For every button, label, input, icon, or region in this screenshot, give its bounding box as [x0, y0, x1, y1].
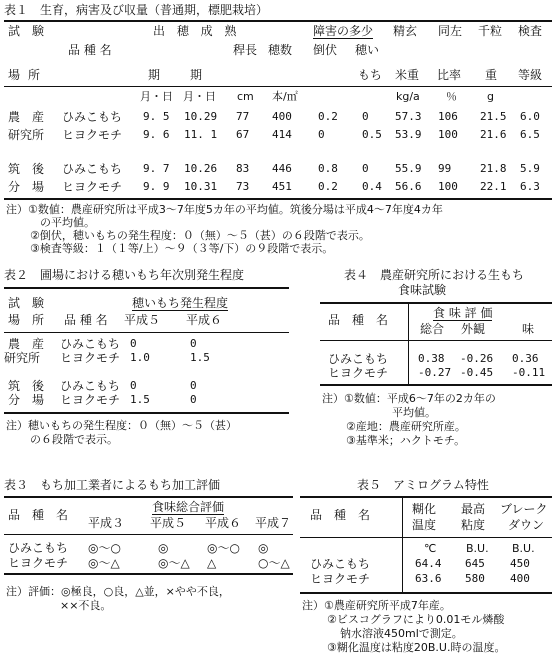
table4-value-cell: -0.26: [460, 352, 494, 365]
table1-value-cell: 100: [438, 180, 458, 193]
table1-h-ju: 重: [485, 68, 498, 82]
table1-h-kensa: 検査: [518, 24, 543, 38]
table2-h-year: 平成５: [124, 313, 161, 327]
table1-note: 注）①数値：農産研究所は平成3～7年度5カ年の平均値。筑後分場は平成4～7年度4カ年: [6, 203, 443, 216]
table1-note: ③検査等級：１（１等/上）～９（３等/下）の９段階で表示。: [30, 242, 334, 255]
table1-h-hinshu: 品 種 名: [68, 43, 112, 57]
table1-value-cell: 9. 6: [143, 128, 170, 141]
table1-h-shutsusui: 出 穂 成 熟: [153, 24, 241, 38]
table1-unit-mgd2: 月・日: [183, 90, 216, 103]
table1-value-cell: 0: [362, 162, 369, 175]
table1-h-doza: 同左: [438, 24, 463, 38]
table1-value-cell: 10.29: [184, 110, 218, 123]
table1-value-cell: 55.9: [395, 162, 422, 175]
table1-value-cell: 9. 7: [143, 162, 170, 175]
table4-top-rule: [320, 302, 552, 304]
table1-value-cell: 446: [272, 162, 292, 175]
table4-note: 注）①数値：平成6～7年の2カ年の: [322, 392, 496, 405]
table3-note: 注）評価：◎極良，○良，△並，×やや不良，: [6, 585, 230, 598]
table1-value-cell: 99: [438, 162, 452, 175]
table2-station-label: 分 場: [8, 393, 45, 407]
table1-value-cell: 53.9: [395, 128, 422, 141]
table1-value-cell: 106: [438, 110, 458, 123]
table1-h-kancho: 稈長: [233, 43, 258, 57]
table1-value-cell: 6.5: [520, 128, 540, 141]
table1-h-senryu: 千粒: [478, 24, 503, 38]
table1-value-cell: 400: [272, 110, 292, 123]
table1-value-cell: 0.8: [318, 162, 338, 175]
table1-h-shogai: 障害の多少: [313, 24, 374, 38]
table1-note: ②倒伏，穂いもちの発生程度：０（無）～５（甚）の６段階で表示。: [30, 229, 370, 242]
table1-value-cell: 0.5: [362, 128, 382, 141]
table4-value-cell: -0.11: [512, 366, 546, 379]
table5-value-cell: 580: [465, 572, 485, 585]
table1-unit-cm: cm: [237, 90, 254, 103]
table5-unit: ℃: [424, 542, 437, 555]
table1-variety-cell: ヒヨクモチ: [62, 128, 123, 142]
table1-h-ki1: 期: [148, 68, 161, 82]
table1-value-cell: 0.2: [318, 180, 338, 193]
table1-h-basho: 場所: [8, 68, 49, 82]
table1-h-hoimochi: 穂い: [355, 43, 380, 57]
table4-value-cell: -0.27: [418, 366, 452, 379]
table3-h-year: 平成５: [150, 516, 187, 530]
table5-note: ③糊化温度は粘度20B.U.時の温度。: [327, 641, 506, 654]
table4-value-cell: -0.45: [460, 366, 494, 379]
table5-value-cell: 450: [510, 557, 530, 570]
table4-h-col: 味: [522, 322, 535, 336]
table5-unit: B.U.: [466, 542, 489, 555]
table1-note: の平均値。: [40, 216, 95, 229]
table1-value-cell: 21.8: [480, 162, 507, 175]
table2-top-rule: [4, 287, 289, 289]
table1-value-cell: 451: [272, 180, 292, 193]
table3-note: ××不良。: [60, 599, 112, 612]
table2-value-cell: 0: [190, 393, 197, 406]
table3-h-year: 平成６: [205, 516, 242, 530]
table1-value-cell: 9. 5: [143, 110, 170, 123]
table5-variety-cell: ひみこもち: [310, 557, 371, 571]
table1-value-cell: 0.4: [362, 180, 382, 193]
table5-note: 钠水溶液450mlで測定。: [340, 627, 463, 640]
table3-rating-cell: ◎～△: [158, 556, 190, 570]
table4-title: 表４ 農産研究所における生もち: [344, 268, 525, 282]
table5-unit: B.U.: [512, 542, 535, 555]
table4-header-rule: [320, 340, 552, 341]
table1-value-cell: 0: [318, 128, 325, 141]
table2-title: 表２ 圃場における穂いもち年次別発生程度: [4, 268, 245, 282]
table2-station-label: 筑 後: [8, 379, 45, 393]
table3-variety-cell: ひみこもち: [8, 541, 69, 555]
table1-value-cell: 0.2: [318, 110, 338, 123]
table2-h-year: 平成６: [186, 313, 223, 327]
table1-header-rule: [4, 86, 552, 87]
table1-value-cell: 5.9: [520, 162, 540, 175]
table1-h-shiken: 試 験: [8, 24, 45, 38]
table2-value-cell: 1.5: [130, 393, 150, 406]
table5-h-c3: ブレーク: [500, 502, 548, 516]
table4-variety-cell: ひみこもち: [328, 352, 389, 366]
table5-h-hinshu: 品 種 名: [310, 508, 371, 522]
table4-h-col: 外観: [461, 322, 486, 336]
table3-h-group: 食味総合評価: [152, 500, 225, 514]
table4-h-hinshu: 品 種 名: [328, 313, 389, 327]
table1-value-cell: 6.3: [520, 180, 540, 193]
table2-value-cell: 1.5: [190, 351, 210, 364]
table4-bottom-rule: [320, 384, 552, 386]
table5-value-cell: 400: [510, 572, 530, 585]
table1-station-label: 筑 後: [8, 162, 45, 176]
table4-title-2: 食味試験: [398, 283, 447, 297]
table1-value-cell: 6.0: [520, 110, 540, 123]
table5-note: 注）①農産研究所平成7年産。: [302, 599, 451, 612]
table2-station-label: 農 産: [8, 337, 45, 351]
table2-variety-cell: ヒヨクモチ: [60, 393, 121, 407]
table1-value-cell: 83: [236, 162, 250, 175]
table3-h-hinshu: 品 種 名: [8, 508, 69, 522]
table1-station-label: 分 場: [8, 180, 45, 194]
table1-value-cell: 0: [362, 110, 369, 123]
table5-variety-cell: ヒヨクモチ: [310, 572, 371, 586]
table3-h-year: 平成３: [88, 516, 125, 530]
table3-variety-cell: ヒヨクモチ: [8, 556, 69, 570]
table3-rating-cell: ◎: [258, 541, 269, 555]
table2-value-cell: 0: [130, 337, 137, 350]
table1-unit-mgd1: 月・日: [140, 90, 173, 103]
table2-h-shiken: 試 験: [8, 296, 45, 310]
table4-note: 平均値。: [392, 406, 436, 419]
table1-value-cell: 22.1: [480, 180, 507, 193]
table3-bottom-rule: [4, 573, 293, 575]
table3-rating-cell: △: [207, 556, 217, 570]
table1-value-cell: 21.6: [480, 128, 507, 141]
table5-value-cell: 64.4: [415, 557, 442, 570]
table1-value-cell: 10.26: [184, 162, 218, 175]
table5-top-rule: [300, 496, 552, 498]
table5-divider: [402, 497, 403, 592]
table5-title: 表５ アミログラム特性: [357, 478, 489, 492]
table4-h-col: 総合: [420, 322, 445, 336]
table5-bottom-rule: [300, 592, 552, 594]
table1-unit-g: g: [487, 90, 494, 103]
table1-unit-hon: 本/㎡: [272, 90, 298, 103]
table4-variety-cell: ヒヨクモチ: [328, 366, 389, 380]
table5-value-cell: 63.6: [415, 572, 442, 585]
table1-value-cell: 10.31: [184, 180, 218, 193]
table2-note: 注）穂いもちの発生程度：０（無）～５（甚）: [6, 419, 237, 432]
table1-h-ki2: 期: [190, 68, 203, 82]
table3-rating-cell: ◎～△: [88, 556, 120, 570]
table5-header-rule: [300, 537, 552, 538]
table1-variety-cell: ヒヨクモチ: [62, 180, 123, 194]
table5-h-c2: 粘度: [461, 518, 486, 532]
table4-note: ③基準米；ハクトモチ。: [346, 434, 466, 447]
table1-value-cell: 73: [236, 180, 250, 193]
table1-h-tofuku: 倒伏: [313, 43, 338, 57]
table2-h-hinshu: 品 種 名: [64, 313, 108, 327]
table1-unit-pct: ％: [446, 90, 457, 103]
table4-value-cell: 0.36: [512, 352, 539, 365]
table1-value-cell: 9. 9: [143, 180, 170, 193]
table1-h-hiritsu: 比率: [437, 68, 462, 82]
table3-rating-cell: ○～△: [258, 556, 290, 570]
table1-h-beiju: 米重: [395, 68, 420, 82]
table1-top-rule: [4, 20, 552, 22]
table2-variety-cell: ひみこもち: [60, 337, 121, 351]
table3-header-rule: [4, 534, 293, 535]
table2-header-rule: [4, 332, 289, 333]
table3-h-year: 平成７: [255, 516, 292, 530]
table1-value-cell: 21.5: [480, 110, 507, 123]
table1-h-seigen: 精玄: [393, 24, 418, 38]
table2-value-cell: 0: [130, 379, 137, 392]
table2-value-cell: 0: [190, 379, 197, 392]
table2-note: の６段階で表示。: [30, 433, 118, 446]
table5-h-c2: 最高: [461, 502, 486, 516]
table1-value-cell: 77: [236, 110, 250, 123]
table4-note: ②産地：農産研究所産。: [346, 420, 466, 433]
table2-value-cell: 0: [190, 337, 197, 350]
table1-title: 表１ 生育，病害及び収量（普通期，標肥栽培）: [4, 3, 269, 17]
table5-value-cell: 645: [465, 557, 485, 570]
table3-title: 表３ もち加工業者によるもち加工評価: [4, 478, 221, 492]
table1-h-tokyu: 等級: [518, 68, 543, 82]
table1-h-mochi: もち: [358, 68, 383, 82]
table2-variety-cell: ひみこもち: [60, 379, 121, 393]
table2-variety-cell: ヒヨクモチ: [60, 351, 121, 365]
table3-rating-cell: ◎～○: [88, 541, 121, 555]
table2-h-group: 穂いもち発生程度: [132, 296, 229, 310]
table1-variety-cell: ひみこもち: [62, 110, 123, 124]
table4-divider: [408, 303, 409, 384]
table1-value-cell: 56.6: [395, 180, 422, 193]
table1-station-label: 農 産: [8, 110, 45, 124]
table1-value-cell: 414: [272, 128, 292, 141]
table2-station-label: 研究所: [4, 351, 41, 365]
table1-unit-kga: kg/a: [396, 90, 420, 103]
table5-h-c3: ダウン: [508, 518, 545, 532]
table4-h-group: 食 味 評 価: [433, 306, 493, 320]
table5-h-c1: 温度: [412, 518, 437, 532]
table1-station-label: 研究所: [8, 128, 45, 142]
table3-rating-cell: ◎: [158, 541, 169, 555]
table2-bottom-rule: [4, 412, 289, 414]
table1-value-cell: 100: [438, 128, 458, 141]
table3-rating-cell: ◎～○: [207, 541, 240, 555]
table2-value-cell: 1.0: [130, 351, 150, 364]
table1-variety-cell: ひみこもち: [62, 162, 123, 176]
table4-value-cell: 0.38: [418, 352, 445, 365]
table2-h-basho: 場 所: [8, 313, 45, 327]
table1-h-suisu: 穂数: [268, 43, 293, 57]
table3-top-rule: [4, 496, 293, 498]
table1-value-cell: 57.3: [395, 110, 422, 123]
table5-note: ②ビスコグラフにより0.01モル燐酸: [327, 613, 505, 626]
table1-bottom-rule: [4, 198, 552, 200]
table5-h-c1: 糊化: [412, 502, 437, 516]
table1-value-cell: 67: [236, 128, 250, 141]
table1-value-cell: 11. 1: [184, 128, 218, 141]
